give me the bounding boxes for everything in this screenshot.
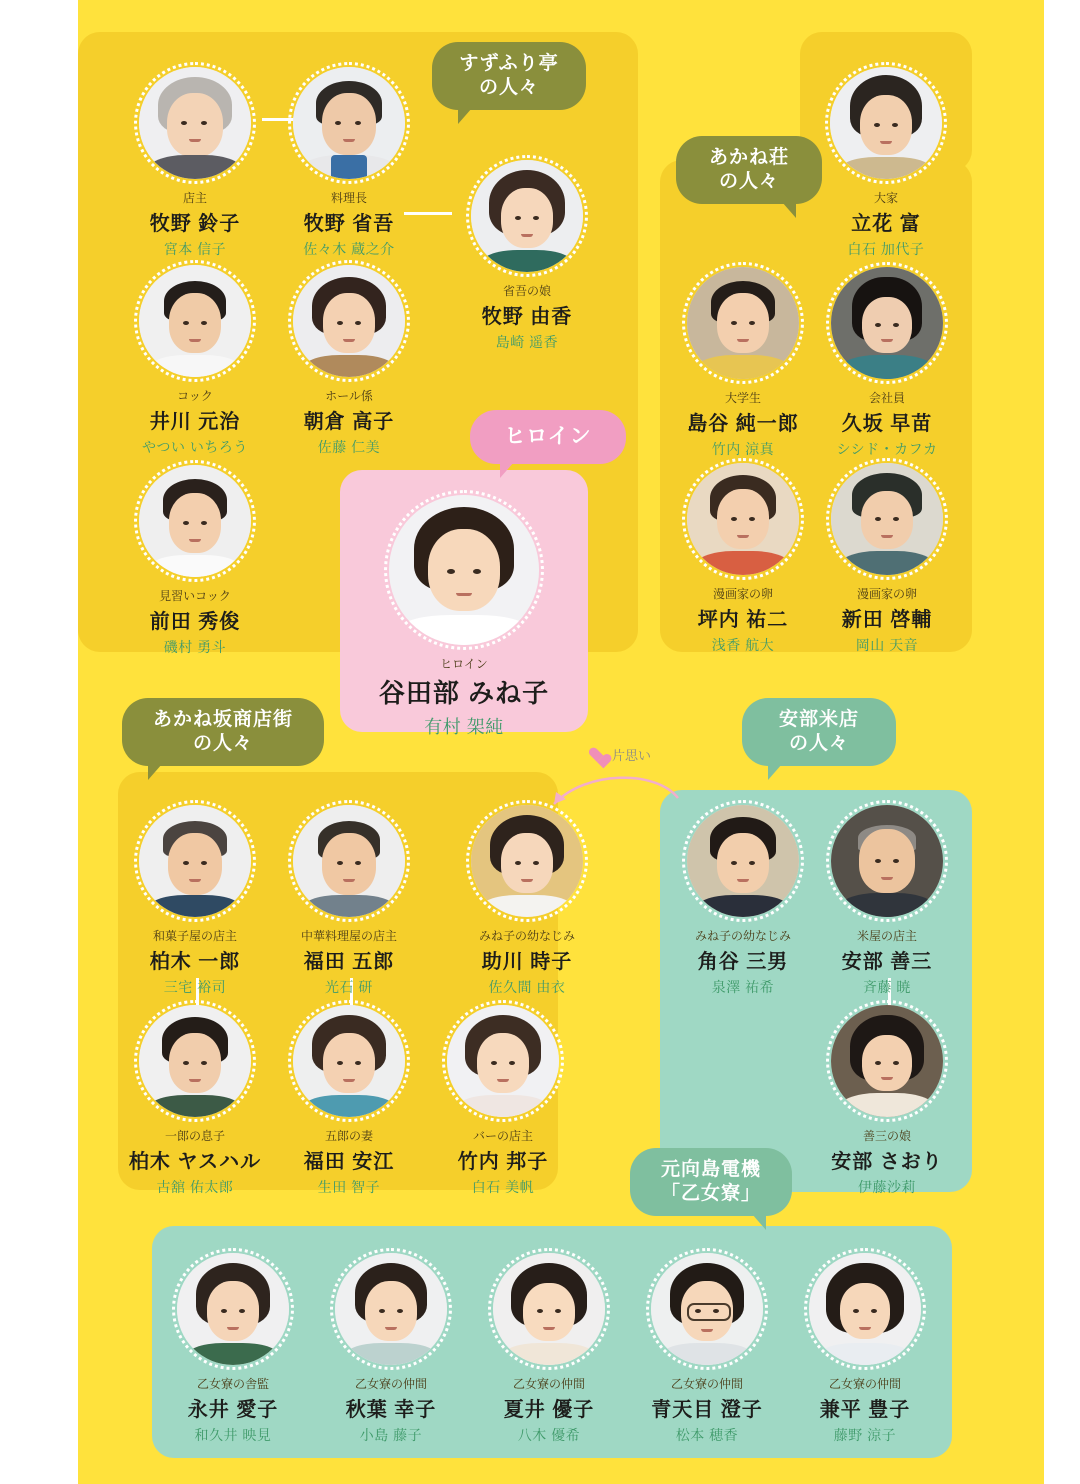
person-actor: 斉藤 暁 (863, 979, 911, 996)
person-name: 坪内 祐二 (697, 609, 789, 632)
person-card-junichiro[interactable] (668, 262, 818, 459)
person-name: 牧野 省吾 (303, 213, 395, 236)
person-actor: 磯村 勇斗 (163, 639, 227, 656)
person-name: 福田 五郎 (303, 951, 395, 974)
person-role: 一郎の息子 (164, 1129, 225, 1143)
person-role: 乙女寮の仲間 (354, 1377, 427, 1391)
person-actor: 松本 穂香 (675, 1427, 739, 1444)
page-margin-left (0, 0, 78, 1484)
avatar (826, 262, 948, 384)
person-card-sanae[interactable] (812, 262, 962, 459)
avatar (488, 1248, 610, 1370)
bubble-line1: あかね荘 (708, 147, 789, 168)
person-card-tokiko[interactable] (452, 800, 602, 997)
avatar (134, 1000, 256, 1122)
person-actor: 伊藤沙莉 (858, 1179, 916, 1196)
person-card-ichiro[interactable] (120, 800, 270, 997)
person-name: 兼平 豊子 (819, 1399, 911, 1422)
avatar (826, 800, 948, 922)
person-name: 夏井 優子 (503, 1399, 595, 1422)
person-actor: 和久井 映見 (194, 1427, 272, 1444)
person-role: 店主 (182, 191, 207, 205)
avatar (288, 62, 410, 184)
bubble-line1: 元向島電機 (660, 1159, 761, 1180)
person-card-kuniko[interactable] (428, 1000, 578, 1197)
person-role: 乙女寮の仲間 (670, 1377, 743, 1391)
bubble-shotengai (122, 698, 324, 766)
avatar (134, 800, 256, 922)
person-role: 乙女寮の仲間 (828, 1377, 901, 1391)
bubble-line1: すずふり亭 (459, 53, 559, 74)
person-role: バーの店主 (472, 1129, 533, 1143)
person-actor: 八木 優希 (517, 1427, 581, 1444)
person-name: 福田 安江 (303, 1151, 395, 1174)
avatar (288, 260, 410, 382)
person-card-saori[interactable] (812, 1000, 962, 1197)
bubble-suzufuritei (432, 42, 586, 110)
crush-label: 片思い (612, 748, 652, 763)
person-role: 大学生 (724, 391, 761, 405)
person-actor: 古舘 佑太郎 (156, 1179, 234, 1196)
person-card-sachiko[interactable] (316, 1248, 466, 1445)
person-role: 漫画家の卵 (856, 587, 917, 601)
person-name: 井川 元治 (149, 411, 241, 434)
avatar (134, 460, 256, 582)
avatar (682, 458, 804, 580)
person-name: 角谷 三男 (697, 951, 789, 974)
person-card-toyoko[interactable] (790, 1248, 940, 1445)
person-card-mineko[interactable] (369, 490, 559, 739)
person-name: 朝倉 高子 (303, 411, 395, 434)
person-actor: 浅香 航大 (711, 637, 775, 654)
person-actor: 小島 藤子 (359, 1427, 423, 1444)
bubble-line2: の人々 (718, 170, 779, 192)
person-role: 中華料理屋の店主 (300, 929, 397, 943)
person-name: 立花 富 (851, 213, 921, 236)
person-role: 料理長 (330, 191, 367, 205)
person-name: 永井 愛子 (187, 1399, 279, 1422)
page-margin-right (1044, 0, 1080, 1484)
person-card-yuko[interactable] (474, 1248, 624, 1445)
person-actor: 泉澤 祐希 (711, 979, 775, 996)
person-actor: 佐々木 蔵之介 (303, 241, 395, 258)
bubble-line2: 「乙女寮」 (660, 1182, 761, 1204)
person-actor: 白石 加代子 (847, 241, 925, 258)
bubble-line1: ヒロイン (504, 425, 592, 448)
person-role: 五郎の妻 (324, 1129, 373, 1143)
person-card-suzuko[interactable] (120, 62, 270, 259)
person-name: 久坂 早苗 (841, 413, 933, 436)
person-card-shogo[interactable] (274, 62, 424, 259)
bubble-otomeryo (630, 1148, 792, 1216)
person-name: 竹内 邦子 (457, 1151, 549, 1174)
avatar (682, 800, 804, 922)
person-actor: 白石 美帆 (471, 1179, 535, 1196)
person-card-yasuharu[interactable] (120, 1000, 270, 1197)
person-name: 安部 さおり (831, 1151, 943, 1174)
avatar (682, 262, 804, 384)
person-role: ヒロイン (440, 657, 488, 671)
avatar (384, 490, 544, 650)
avatar (646, 1248, 768, 1370)
bubble-line2: の人々 (788, 732, 849, 754)
person-name: 新田 啓輔 (841, 609, 933, 632)
person-card-yasue[interactable] (274, 1000, 424, 1197)
person-actor: 藤野 涼子 (833, 1427, 897, 1444)
avatar (134, 260, 256, 382)
avatar (134, 62, 256, 184)
avatar (825, 62, 947, 184)
person-name: 安部 善三 (841, 951, 933, 974)
avatar (826, 458, 948, 580)
bubble-line2: の人々 (192, 732, 253, 754)
person-card-mitsuo[interactable] (668, 800, 818, 997)
avatar (826, 1000, 948, 1122)
person-role: 乙女寮の仲間 (512, 1377, 585, 1391)
avatar (466, 155, 588, 277)
person-name: 牧野 鈴子 (149, 213, 241, 236)
person-name: 島谷 純一郎 (687, 413, 799, 436)
person-name: 前田 秀俊 (149, 611, 241, 634)
person-name: 谷田部 みね子 (378, 678, 550, 709)
person-actor: 光石 研 (325, 979, 373, 996)
person-role: 米屋の店主 (856, 929, 917, 943)
person-role: コック (177, 389, 213, 403)
person-card-aiko[interactable] (158, 1248, 308, 1445)
person-actor: シシド・カフカ (836, 441, 938, 458)
person-role: みね子の幼なじみ (694, 929, 791, 943)
person-card-hidetoshi[interactable] (120, 460, 270, 657)
person-name: 牧野 由香 (481, 306, 573, 329)
person-actor: 生田 智子 (317, 1179, 381, 1196)
person-role: ホール係 (325, 389, 373, 403)
person-card-tomi[interactable] (811, 62, 961, 259)
person-role: 善三の娘 (862, 1129, 911, 1143)
heart-icon (588, 746, 606, 764)
person-actor: 佐藤 仁美 (317, 439, 381, 456)
person-card-sumiko[interactable] (632, 1248, 782, 1445)
person-role: 漫画家の卵 (712, 587, 773, 601)
avatar (804, 1248, 926, 1370)
bubble-line1: 安部米店 (778, 709, 859, 730)
person-card-keisuke[interactable] (812, 458, 962, 655)
person-role: 乙女寮の舎監 (196, 1377, 269, 1391)
person-name: 柏木 ヤスハル (128, 1151, 262, 1174)
person-role: 大家 (873, 191, 898, 205)
person-name: 助川 時子 (481, 951, 573, 974)
person-actor: 宮本 信子 (163, 241, 227, 258)
person-actor: 岡山 天音 (855, 637, 919, 654)
person-card-motoji[interactable] (120, 260, 270, 457)
person-role: 省吾の娘 (502, 284, 551, 298)
person-name: 柏木 一郎 (149, 951, 241, 974)
person-role: 会社員 (868, 391, 905, 405)
person-name: 青天目 澄子 (651, 1399, 763, 1422)
person-actor: 有村 架純 (424, 717, 504, 738)
person-role: 見習いコック (159, 589, 231, 603)
person-actor: 佐久間 由衣 (488, 979, 566, 996)
person-card-yuji[interactable] (668, 458, 818, 655)
person-role: みね子の幼なじみ (478, 929, 575, 943)
bubble-line1: あかね坂商店街 (152, 709, 293, 730)
avatar (442, 1000, 564, 1122)
person-card-goro[interactable] (274, 800, 424, 997)
avatar (288, 1000, 410, 1122)
avatar (466, 800, 588, 922)
person-role: 和菓子屋の店主 (152, 929, 237, 943)
person-card-takako[interactable] (274, 260, 424, 457)
avatar (172, 1248, 294, 1370)
person-card-yuka[interactable] (452, 155, 602, 352)
person-name: 秋葉 幸子 (345, 1399, 437, 1422)
bubble-abekomeya (742, 698, 896, 766)
person-actor: 竹内 涼真 (711, 441, 775, 458)
person-actor: 島崎 遥香 (495, 334, 559, 351)
crush-annotation (588, 745, 651, 764)
bubble-heroine (470, 410, 626, 464)
crush-arrow (546, 768, 686, 812)
person-actor: やつい いちろう (142, 439, 248, 456)
avatar (330, 1248, 452, 1370)
avatar (288, 800, 410, 922)
person-card-zenzo[interactable] (812, 800, 962, 997)
bubble-akaneso (676, 136, 822, 204)
bubble-line2: の人々 (478, 76, 539, 98)
person-actor: 三宅 裕司 (163, 979, 227, 996)
